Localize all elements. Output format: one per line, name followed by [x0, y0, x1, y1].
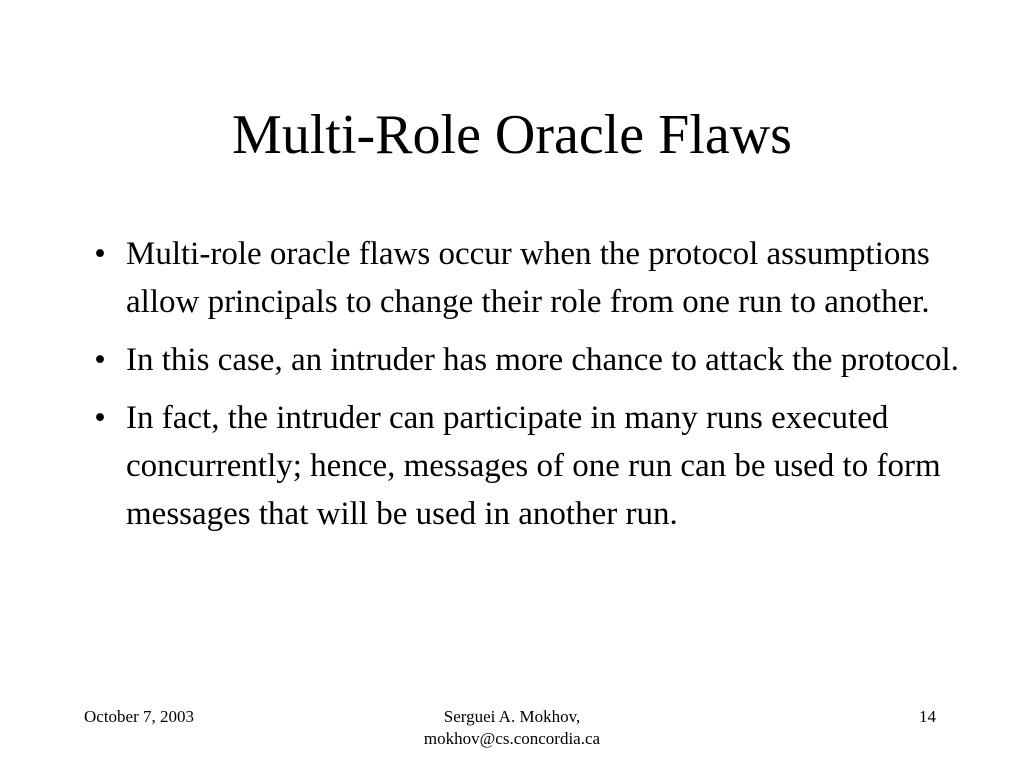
bullet-marker: • [94, 342, 106, 378]
bullet-text: In this case, an intruder has more chance to attack the protocol. [126, 342, 959, 378]
bullet-text: In fact, the intruder can participate in many runs executed concurrently; hence, messages of one run can be used to form messages that will be used in another run. [126, 400, 941, 532]
footer-author-name: Serguei A. Mokhov, [443, 707, 581, 726]
bullet-text: Multi-role oracle flaws occur when the protocol assumptions allow principals to change their role from one run to another. [126, 236, 930, 320]
footer-date: October 7, 2003 [84, 707, 195, 726]
bullet-item [84, 230, 964, 326]
bullet-list [84, 230, 964, 548]
bullet-marker: • [94, 400, 106, 436]
bullet-item [84, 336, 964, 384]
bullet-marker: • [94, 236, 106, 272]
footer-author-email: mokhov@cs.concordia.ca [423, 729, 601, 748]
slide-title: Multi-Role Oracle Flaws [232, 104, 792, 166]
bullet-item [84, 394, 964, 538]
footer-page-number: 14 [919, 707, 936, 726]
footer-author [0, 706, 1024, 750]
